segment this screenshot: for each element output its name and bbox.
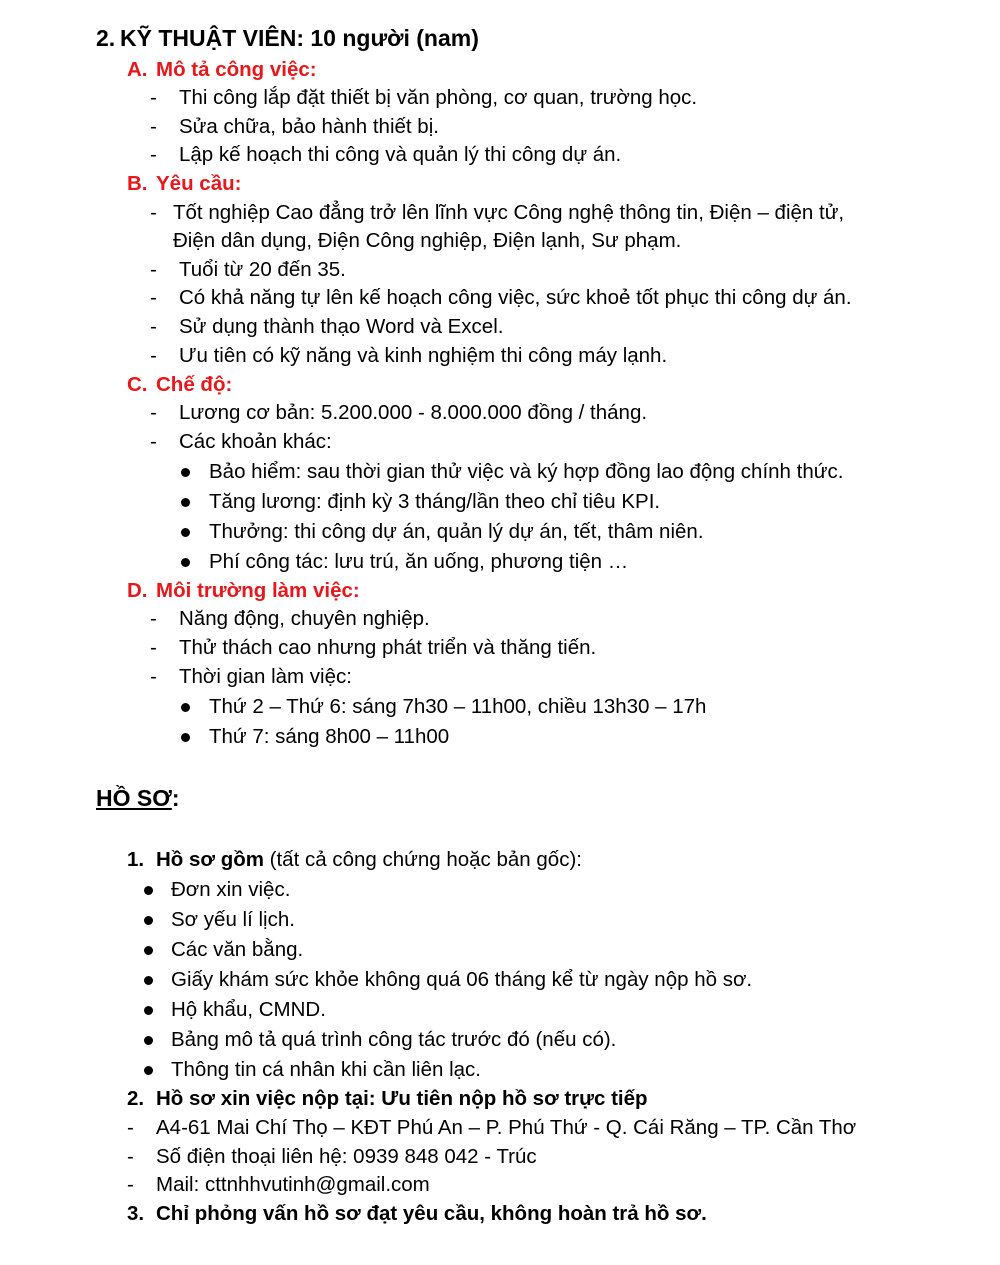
section-b-letter: B. (127, 172, 148, 195)
bullet-item: Thưởng: thi công dự án, quản lý dự án, tết, thâm niên. (209, 520, 704, 543)
mail-line: Mail: cttnhhvutinh@gmail.com (156, 1173, 430, 1196)
bullet-dot (144, 1066, 153, 1075)
section-a-letter: A. (127, 58, 148, 81)
dash-marker: - (150, 636, 157, 659)
bullet-dot (144, 886, 153, 895)
list-item: Lập kế hoạch thi công và quản lý thi công dự án. (179, 143, 622, 166)
ho-so-heading (96, 784, 180, 812)
ho-so-item1-number: 1. (127, 848, 145, 871)
dash-marker: - (150, 86, 157, 109)
ho-so-item1-rest: (tất cả công chứng hoặc bản gốc): (263, 848, 582, 871)
list-item: Ưu tiên có kỹ năng và kinh nghiệm thi công máy lạnh. (179, 344, 668, 367)
dash-marker: - (127, 1173, 134, 1196)
bullet-item: Hộ khẩu, CMND. (171, 998, 326, 1021)
section-d-letter: D. (127, 579, 148, 602)
dash-marker: - (150, 665, 157, 688)
dash-marker: - (150, 286, 157, 309)
heading-number: 2. (96, 25, 116, 51)
dash-marker: - (150, 401, 157, 424)
ho-so-colon: : (171, 785, 180, 811)
dash-marker: - (150, 430, 157, 453)
dash-marker: - (150, 258, 157, 281)
ho-so-item2-number: 2. (127, 1087, 145, 1110)
list-item: Thời gian làm việc: (179, 665, 352, 688)
bullet-dot (144, 1036, 153, 1045)
bullet-item: Bảng mô tả quá trình công tác trước đó (nếu có). (171, 1028, 617, 1051)
dash-marker: - (150, 315, 157, 338)
section-b-title: Yêu cầu: (156, 172, 242, 195)
dash-marker: - (127, 1116, 134, 1139)
list-item: Năng động, chuyên nghiệp. (179, 607, 430, 630)
bullet-item: Phí công tác: lưu trú, ăn uống, phương tiện … (209, 550, 629, 573)
dash-marker: - (150, 143, 157, 166)
phone-line: Số điện thoại liên hệ: 0939 848 042 - Trúc (156, 1145, 537, 1168)
bullet-item: Giấy khám sức khỏe không quá 06 tháng kể từ ngày nộp hồ sơ. (171, 968, 753, 991)
dash-marker: - (150, 607, 157, 630)
ho-so-item1-line (156, 846, 582, 874)
bullet-dot (181, 498, 190, 507)
list-item: Thi công lắp đặt thiết bị văn phòng, cơ quan, trường học. (179, 86, 698, 109)
list-item-continuation: Điện dân dụng, Điện Công nghiệp, Điện lạnh, Sư phạm. (173, 229, 682, 252)
section-a-title: Mô tả công việc: (156, 58, 317, 81)
section-d-title: Môi trường làm việc: (156, 579, 360, 602)
bullet-item: Thứ 2 – Thứ 6: sáng 7h30 – 11h00, chiều 13h30 – 17h (209, 695, 707, 718)
list-item: Tuổi từ 20 đến 35. (179, 258, 346, 281)
bullet-dot (144, 1006, 153, 1015)
list-item: Lương cơ bản: 5.200.000 - 8.000.000 đồng / tháng. (179, 401, 648, 424)
list-item: Thử thách cao nhưng phát triển và thăng tiến. (179, 636, 597, 659)
list-item: Sử dụng thành thạo Word và Excel. (179, 315, 504, 338)
bullet-item: Đơn xin việc. (171, 878, 291, 901)
ho-so-item3-number: 3. (127, 1202, 145, 1225)
ho-so-title: HỒ SƠ (96, 785, 172, 811)
ho-so-item3-text: Chỉ phỏng vấn hồ sơ đạt yêu cầu, không hoàn trả hồ sơ. (156, 1202, 707, 1225)
bullet-item: Tăng lương: định kỳ 3 tháng/lần theo chỉ tiêu KPI. (209, 490, 661, 513)
bullet-dot (144, 916, 153, 925)
dash-marker: - (150, 201, 157, 224)
address-line: A4-61 Mai Chí Thọ – KĐT Phú An – P. Phú Thứ - Q. Cái Răng – TP. Cần Thơ (156, 1116, 857, 1139)
section-c-title: Chế độ: (156, 373, 233, 396)
section-c-letter: C. (127, 373, 148, 396)
bullet-dot (144, 946, 153, 955)
bullet-dot (181, 558, 190, 567)
list-item: Tốt nghiệp Cao đẳng trở lên lĩnh vực Công nghệ thông tin, Điện – điện tử, (173, 201, 845, 224)
bullet-dot (181, 733, 190, 742)
ho-so-item1-bold: Hồ sơ gồm (156, 848, 264, 871)
heading-title: KỸ THUẬT VIÊN: 10 người (nam) (120, 25, 479, 51)
bullet-item: Các văn bằng. (171, 938, 304, 961)
bullet-dot (181, 703, 190, 712)
bullet-dot (181, 528, 190, 537)
ho-so-item2-text: Hồ sơ xin việc nộp tại: Ưu tiên nộp hồ sơ trực tiếp (156, 1087, 648, 1110)
dash-marker: - (150, 115, 157, 138)
list-item: Sửa chữa, bảo hành thiết bị. (179, 115, 439, 138)
bullet-item: Thứ 7: sáng 8h00 – 11h00 (209, 725, 450, 748)
bullet-dot (181, 468, 190, 477)
list-item: Có khả năng tự lên kế hoạch công việc, sức khoẻ tốt phục thi công dự án. (179, 286, 852, 309)
bullet-item: Thông tin cá nhân khi cần liên lạc. (171, 1058, 481, 1081)
dash-marker: - (127, 1145, 134, 1168)
bullet-item: Bảo hiểm: sau thời gian thử việc và ký hợp đồng lao động chính thức. (209, 460, 844, 483)
list-item: Các khoản khác: (179, 430, 332, 453)
bullet-dot (144, 976, 153, 985)
bullet-item: Sơ yếu lí lịch. (171, 908, 295, 931)
dash-marker: - (150, 344, 157, 367)
